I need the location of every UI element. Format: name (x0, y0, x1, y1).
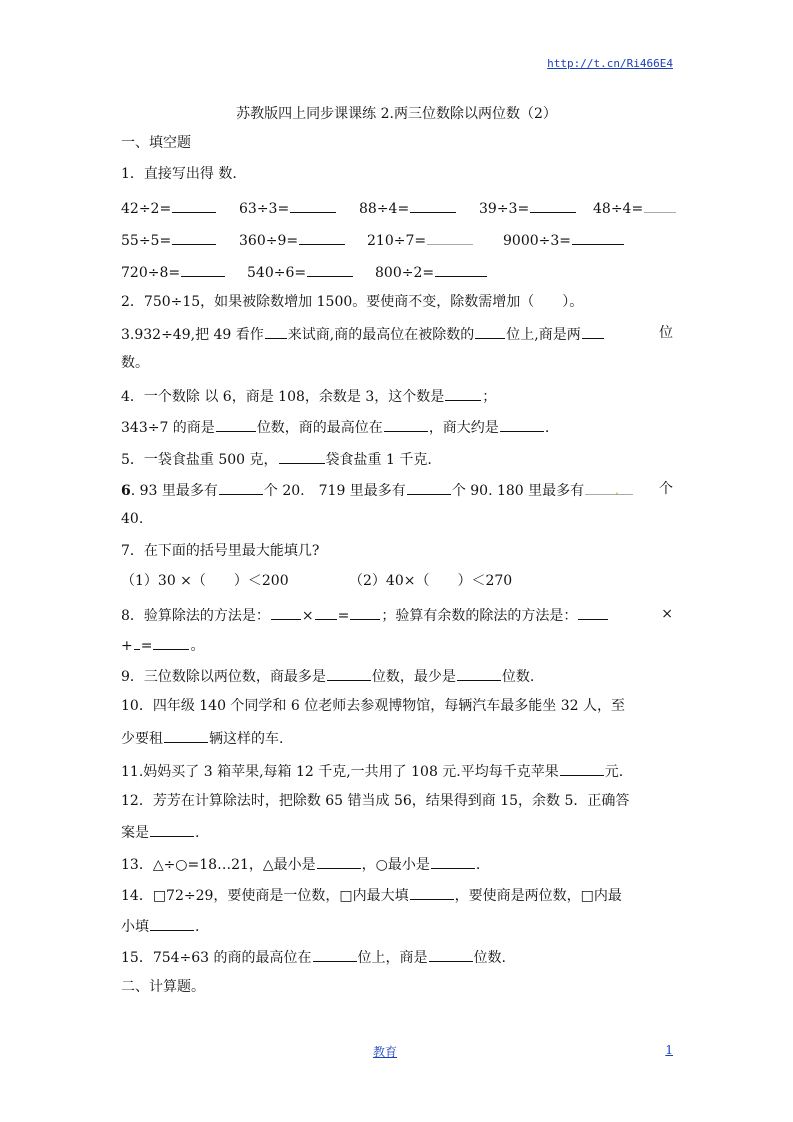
question-5 (121, 448, 432, 470)
question-14-continued (121, 915, 199, 937)
footer-center-link[interactable]: 教育 (373, 1045, 398, 1059)
answer-blank[interactable] (582, 323, 604, 339)
calc-item: 88÷4= (359, 201, 410, 217)
answer-blank[interactable] (572, 229, 624, 245)
question-text: . 93 里最多有 (130, 483, 218, 499)
question-13 (121, 853, 480, 875)
question-text: 位数，最少是 (371, 669, 456, 685)
answer-blank[interactable] (271, 604, 301, 620)
question-text: 位数. (501, 669, 535, 685)
question-7-part-2: （2）40×（ ）＜270 (349, 573, 513, 589)
answer-blank[interactable] (384, 416, 428, 432)
question-text: 位上，商是 (357, 950, 428, 966)
answer-blank[interactable] (279, 448, 325, 464)
answer-blank[interactable] (150, 915, 194, 931)
answer-blank[interactable] (475, 323, 505, 339)
question-10-continued (121, 727, 283, 749)
page-title: 苏教版四上同步课课练 2.两三位数除以两位数（2） (236, 106, 557, 122)
calc-item: 720÷8= (121, 265, 181, 281)
answer-blank[interactable] (299, 229, 345, 245)
calc-item: 42÷2= (121, 201, 172, 217)
question-text: 个 (659, 481, 673, 497)
question-text: . (195, 825, 200, 841)
question-text: 位数，商的最高位在 (256, 420, 383, 436)
answer-blank[interactable] (216, 416, 256, 432)
question-text: 。 (190, 638, 205, 654)
answer-blank[interactable] (560, 760, 604, 776)
question-text: . (544, 420, 550, 436)
answer-blank[interactable] (150, 821, 194, 837)
answer-blank[interactable] (410, 197, 456, 213)
question-text: 11.妈妈买了 3 箱苹果,每箱 12 千克,一共用了 108 元.平均每千克苹果 (121, 764, 559, 780)
question-8 (121, 604, 673, 624)
question-text: 15．754÷63 的商的最高位在 (121, 950, 312, 966)
answer-blank[interactable] (313, 946, 357, 962)
answer-blank[interactable] (164, 727, 208, 743)
answer-blank[interactable] (317, 853, 361, 869)
question-4-part-2 (121, 416, 549, 438)
question-11 (121, 760, 623, 782)
question-text: . (195, 919, 200, 935)
answer-blank[interactable] (427, 229, 473, 245)
question-2: 2．750÷15，如果被除数增加 1500。要使商不变，除数需增加（ ）。 (121, 294, 584, 310)
question-text: ，商大约是 (428, 420, 499, 436)
answer-blank[interactable] (315, 604, 337, 620)
answer-blank[interactable] (290, 197, 336, 213)
question-1-label: 1．直接写出得 数. (121, 166, 237, 182)
section-heading-fill-blank: 一、填空题 (121, 135, 191, 151)
question-14 (121, 884, 622, 906)
question-number: 6 (121, 483, 131, 499)
question-7-label: 7．在下面的括号里最大能填几? (121, 543, 320, 559)
question-4 (121, 385, 496, 407)
question-text: 3.932÷49,把 49 看作 (121, 327, 264, 343)
operator-plus: + (121, 638, 133, 654)
question-text: 8．验算除法的方法是： (121, 608, 270, 624)
answer-blank[interactable] (153, 634, 189, 650)
answer-blank[interactable] (407, 479, 451, 495)
question-text: 辆这样的车. (209, 731, 284, 747)
question-text: 个 20. 719 里最多有 (263, 483, 406, 499)
question-text: . (475, 857, 481, 873)
answer-blank[interactable] (585, 479, 633, 495)
answer-blank[interactable] (327, 665, 371, 681)
calc-item: 360÷9= (239, 233, 299, 249)
answer-blank[interactable] (445, 385, 481, 401)
header-link[interactable]: http://t.cn/Ri466E4 (547, 57, 673, 70)
calc-item: 63÷3= (239, 201, 290, 217)
answer-blank[interactable] (457, 665, 501, 681)
calc-item: 210÷7= (367, 233, 427, 249)
question-text: 14．□72÷29，要使商是一位数，□内最大填 (121, 888, 409, 904)
answer-blank[interactable] (410, 884, 454, 900)
calc-item: 9000÷3= (503, 233, 571, 249)
question-6 (121, 479, 673, 499)
answer-blank[interactable] (429, 946, 473, 962)
question-6-continued: 40. (121, 511, 144, 527)
question-text: 5．一袋食盐重 500 克， (121, 452, 278, 468)
question-text: 小填 (121, 919, 149, 935)
page-number: 1 (665, 1043, 673, 1057)
operator-equals: = (140, 638, 153, 654)
question-text: 9．三位数除以两位数，商最多是 (121, 669, 326, 685)
calc-item: 55÷5= (121, 233, 172, 249)
operator-equals: = (337, 608, 350, 624)
calc-item: 800÷2= (375, 265, 435, 281)
answer-blank[interactable] (172, 229, 216, 245)
section-heading-calculation: 二、计算题。 (121, 979, 205, 995)
calc-item: 48÷4= (593, 201, 644, 217)
question-text: 位 (659, 325, 673, 341)
answer-blank[interactable] (181, 261, 225, 277)
answer-blank[interactable] (219, 479, 263, 495)
question-7-part-1: （1）30 ×（ ）＜200 (121, 573, 289, 589)
question-1-row-3 (121, 261, 681, 281)
question-text: 个 90. 180 里最多有 (451, 483, 585, 499)
question-text: ，要使商是两位数，□内最 (454, 888, 622, 904)
operator-times: × (301, 608, 314, 624)
question-text: 来试商,商的最高位在被除数的 (287, 327, 475, 343)
question-text: 343÷7 的商是 (121, 420, 215, 436)
question-9 (121, 665, 534, 687)
answer-blank[interactable] (431, 853, 475, 869)
answer-blank[interactable] (644, 197, 676, 213)
question-7-parts (121, 571, 521, 591)
calc-item: 39÷3= (479, 201, 530, 217)
question-3 (121, 323, 673, 343)
question-text: 少要租 (121, 731, 163, 747)
mark-dot: . (615, 484, 619, 497)
answer-blank[interactable] (435, 261, 487, 277)
operator-times: × (661, 606, 673, 622)
question-8-continued (121, 634, 204, 656)
answer-blank[interactable] (500, 416, 544, 432)
question-text: 13．△÷○=18…21，△最小是 (121, 857, 316, 873)
answer-blank[interactable] (350, 604, 380, 620)
answer-blank[interactable] (578, 604, 608, 620)
answer-blank[interactable] (530, 197, 576, 213)
question-text: 案是 (121, 825, 149, 841)
question-text: 位上,商是两 (506, 327, 581, 343)
question-text: 4．一个数除 以 6，商是 108，余数是 3，这个数是 (121, 389, 445, 405)
answer-blank[interactable] (172, 197, 216, 213)
question-12: 12．芳芳在计算除法时，把除数 65 错当成 56，结果得到商 15，余数 5．正确答 (121, 793, 630, 809)
question-text: 位数. (473, 950, 506, 966)
question-15 (121, 946, 506, 968)
question-1-row-2 (121, 229, 681, 249)
question-text: 元. (604, 764, 624, 780)
calc-item: 540÷6= (247, 265, 307, 281)
question-1-row-1 (121, 197, 681, 217)
question-text: 袋食盐重 1 千克. (325, 452, 432, 468)
answer-blank[interactable] (307, 261, 353, 277)
question-3-continued: 数。 (121, 355, 149, 371)
answer-blank[interactable] (134, 634, 140, 650)
question-text: ，○最小是 (361, 857, 430, 873)
question-text: ；验算有余数的除法的方法是： (381, 608, 578, 624)
question-10: 10．四年级 140 个同学和 6 位老师去参观博物馆，每辆汽车最多能坐 32 人，至 (121, 698, 625, 714)
question-12-continued (121, 821, 199, 843)
question-text: ； (482, 389, 497, 405)
answer-blank[interactable] (265, 323, 287, 339)
